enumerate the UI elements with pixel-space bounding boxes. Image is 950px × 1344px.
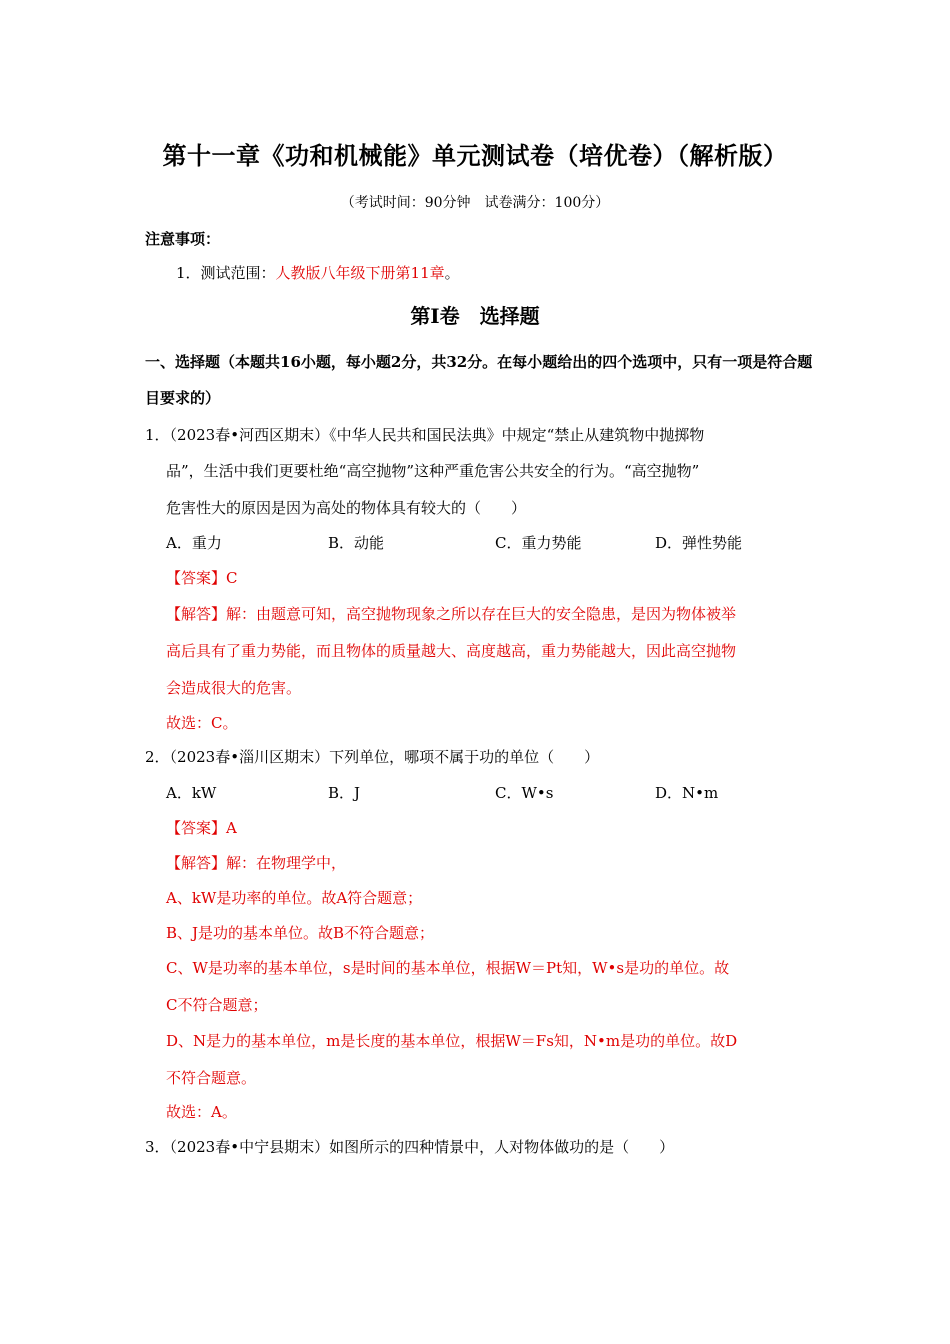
q3-stem-line: 3．（2023春•中宁县期末）如图所示的四种情景中，人对物体做功的是（ ） — [145, 1138, 675, 1156]
q1-stem-line: 品”，生活中我们更要杜绝“高空抛物”这种严重危害公共安全的行为。“高空抛物” — [166, 462, 700, 480]
q2-analysis-line: D、N是力的基本单位，m是长度的基本单位，根据W＝Fs知，N•m是功的单位。故D — [166, 1032, 738, 1050]
q1-analysis-line: 会造成很大的危害。 — [166, 679, 302, 697]
q1-option-c: C．重力势能 — [495, 534, 582, 552]
notice-item-prefix: 1．测试范围： — [176, 264, 276, 282]
notice-item-scope: 人教版八年级下册第11章 — [275, 264, 445, 282]
q1-analysis-line: 【解答】解：由题意可知，高空抛物现象之所以存在巨大的安全隐患，是因为物体被举 — [166, 605, 737, 623]
q1-option-b: B．动能 — [328, 534, 385, 552]
q2-option-a: A．kW — [166, 784, 217, 802]
q2-answer: 【答案】A — [166, 819, 237, 837]
q1-choice: 故选：C。 — [166, 714, 238, 732]
notice-item — [176, 262, 460, 283]
q2-choice: 故选：A。 — [166, 1103, 237, 1121]
section-title: 第Ⅰ卷 选择题 — [410, 304, 540, 328]
q2-stem-line: 2．（2023春•淄川区期末）下列单位，哪项不属于功的单位（ ） — [145, 748, 600, 766]
notice-heading: 注意事项： — [145, 230, 221, 248]
q1-stem-line: 1．（2023春•河西区期末）《中华人民共和国民法典》中规定“禁止从建筑物中抛掷物 — [145, 426, 705, 444]
q2-analysis-line: C、W是功率的基本单位，s是时间的基本单位，根据W＝Pt知，W•s是功的单位。故 — [166, 959, 730, 977]
q2-analysis-line: 不符合题意。 — [166, 1069, 257, 1087]
doc-title: 第十一章《功和机械能》单元测试卷（培优卷）（解析版） — [162, 141, 788, 170]
notice-item-suffix: 。 — [444, 264, 460, 282]
q1-option-d: D．弹性势能 — [655, 534, 743, 552]
exam-info: （考试时间：90分钟 试卷满分：100分） — [340, 195, 610, 211]
q2-analysis-line: 【解答】解：在物理学中， — [166, 854, 347, 872]
q2-analysis-line: B、J是功的基本单位。故B不符合题意； — [166, 924, 435, 942]
part-heading: 一、选择题（本题共16小题，每小题2分，共32分。在每小题给出的四个选项中，只有一项是符合题目要求的） — [145, 353, 813, 407]
q1-answer: 【答案】C — [166, 569, 238, 587]
q2-option-d: D．N•m — [655, 784, 719, 802]
q1-analysis-line: 高后具有了重力势能，而且物体的质量越大、高度越高，重力势能越大，因此高空抛物 — [166, 642, 737, 660]
q2-option-c: C．W•s — [495, 784, 554, 802]
q2-analysis-line: C不符合题意； — [166, 996, 268, 1014]
q2-option-b: B．J — [328, 784, 361, 802]
q1-option-a: A．重力 — [166, 534, 222, 552]
q2-analysis-line: A、kW是功率的单位。故A符合题意； — [166, 889, 423, 907]
q1-stem-line: 危害性大的原因是因为高处的物体具有较大的（ ） — [166, 499, 527, 517]
